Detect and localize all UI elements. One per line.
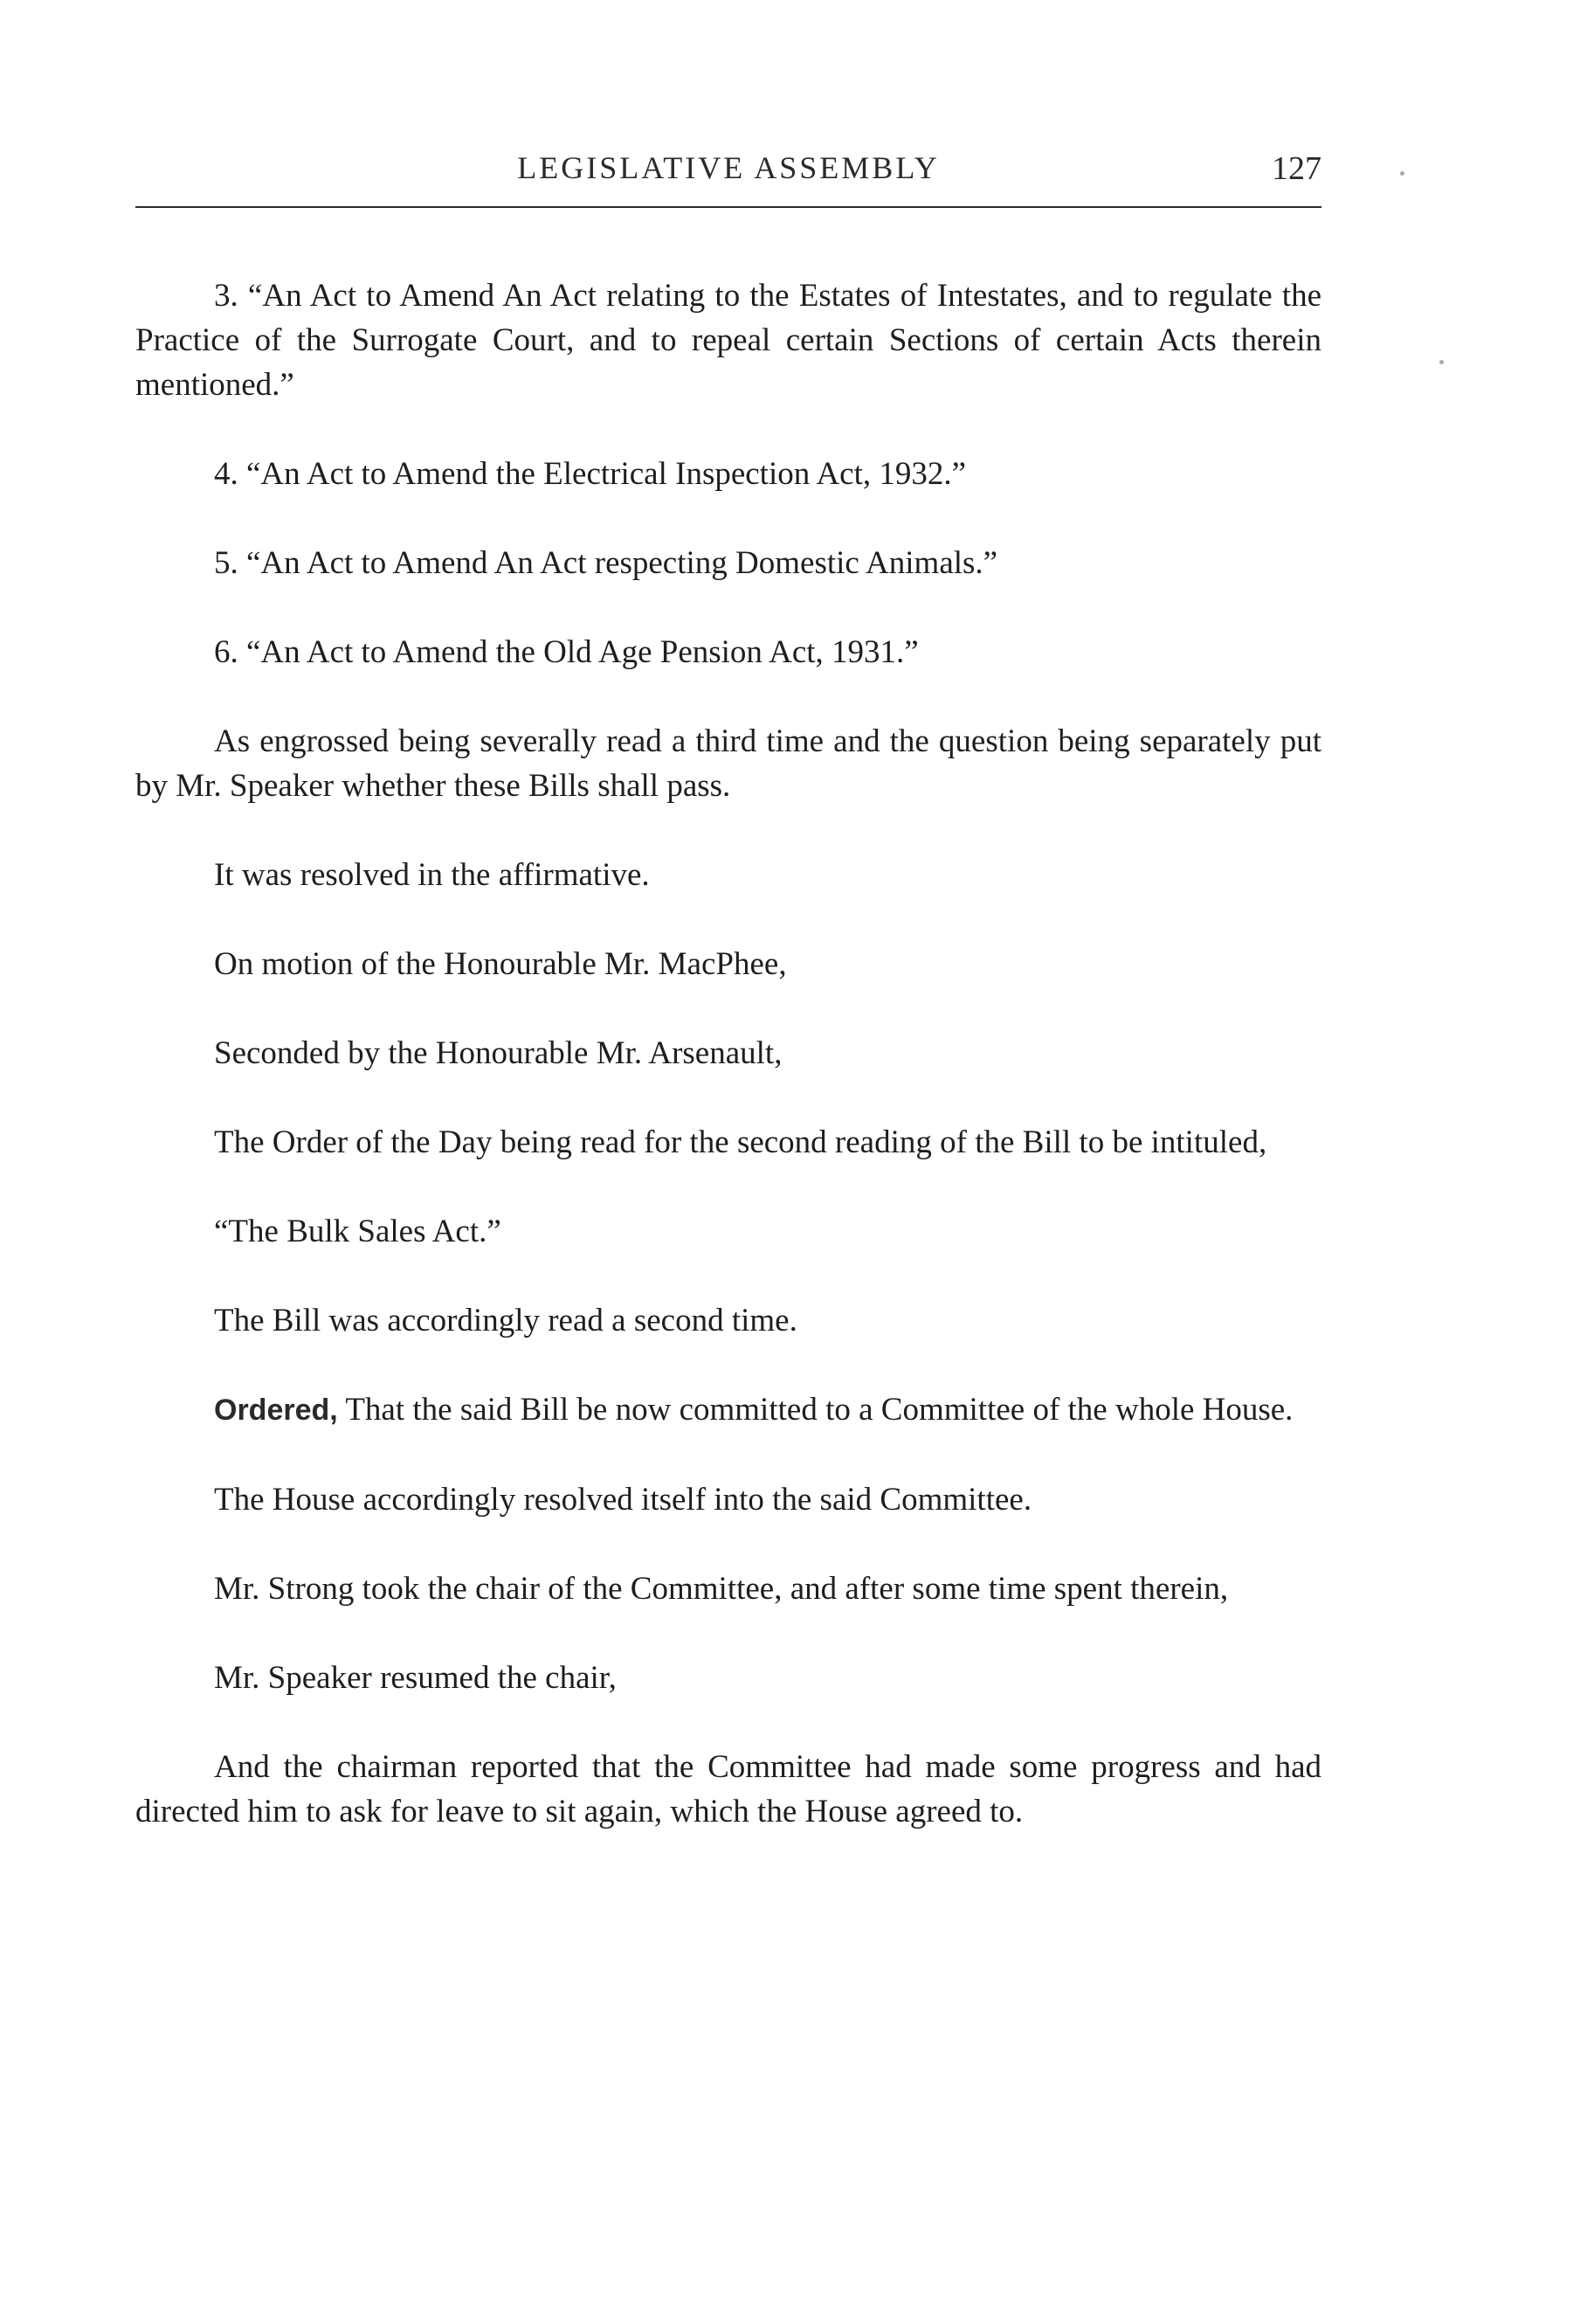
bill-title: “The Bulk Sales Act.” <box>214 1214 501 1249</box>
motion-paragraph: On motion of the Honourable Mr. MacPhee, <box>214 946 787 982</box>
ordered-label: Ordered, <box>214 1394 338 1427</box>
page-number: 127 <box>1272 150 1321 187</box>
engrossed-paragraph: As engrossed being severally read a third time and the question being separately put by Mr. Speaker whether these Bills shall pass. <box>135 723 1321 804</box>
chairman-reported-paragraph: And the chairman reported that the Committee had made some progress and had directed him to ask for leave to sit again, which the House agreed to. <box>135 1749 1321 1829</box>
bill-item-4: 4. “An Act to Amend the Electrical Inspection Act, 1932.” <box>214 456 967 492</box>
running-head: LEGISLATIVE ASSEMBLY <box>517 150 940 185</box>
bill-item-6: 6. “An Act to Amend the Old Age Pension Act, 1931.” <box>214 634 919 670</box>
page-header <box>135 144 1321 197</box>
second-reading-paragraph: The Bill was accordingly read a second time. <box>214 1303 797 1338</box>
scan-speck <box>1439 360 1444 364</box>
order-of-day-paragraph: The Order of the Day being read for the second reading of the Bill to be intituled, <box>214 1124 1267 1160</box>
strong-chair-paragraph: Mr. Strong took the chair of the Committee, and after some time spent therein, <box>214 1571 1229 1607</box>
house-resolved-paragraph: The House accordingly resolved itself into the said Committee. <box>214 1482 1032 1518</box>
seconded-paragraph: Seconded by the Honourable Mr. Arsenault, <box>214 1035 783 1071</box>
ordered-text: That the said Bill be now committed to a Committee of the whole House. <box>345 1392 1294 1428</box>
header-rule <box>135 206 1321 208</box>
scan-speck <box>1400 171 1404 176</box>
speaker-resumed-paragraph: Mr. Speaker resumed the chair, <box>214 1660 617 1696</box>
resolved-paragraph: It was resolved in the affirmative. <box>214 857 650 893</box>
bill-item-3: 3. “An Act to Amend An Act relating to the Estates of Intestates, and to regulate the Practice of the Surrogate Court, and to repeal certain Sections of certain Acts therein mentioned.” <box>135 278 1321 403</box>
body-text <box>135 273 1321 1878</box>
ordered-paragraph <box>135 1387 1321 1433</box>
bill-item-5: 5. “An Act to Amend An Act respecting Domestic Animals.” <box>214 545 998 581</box>
